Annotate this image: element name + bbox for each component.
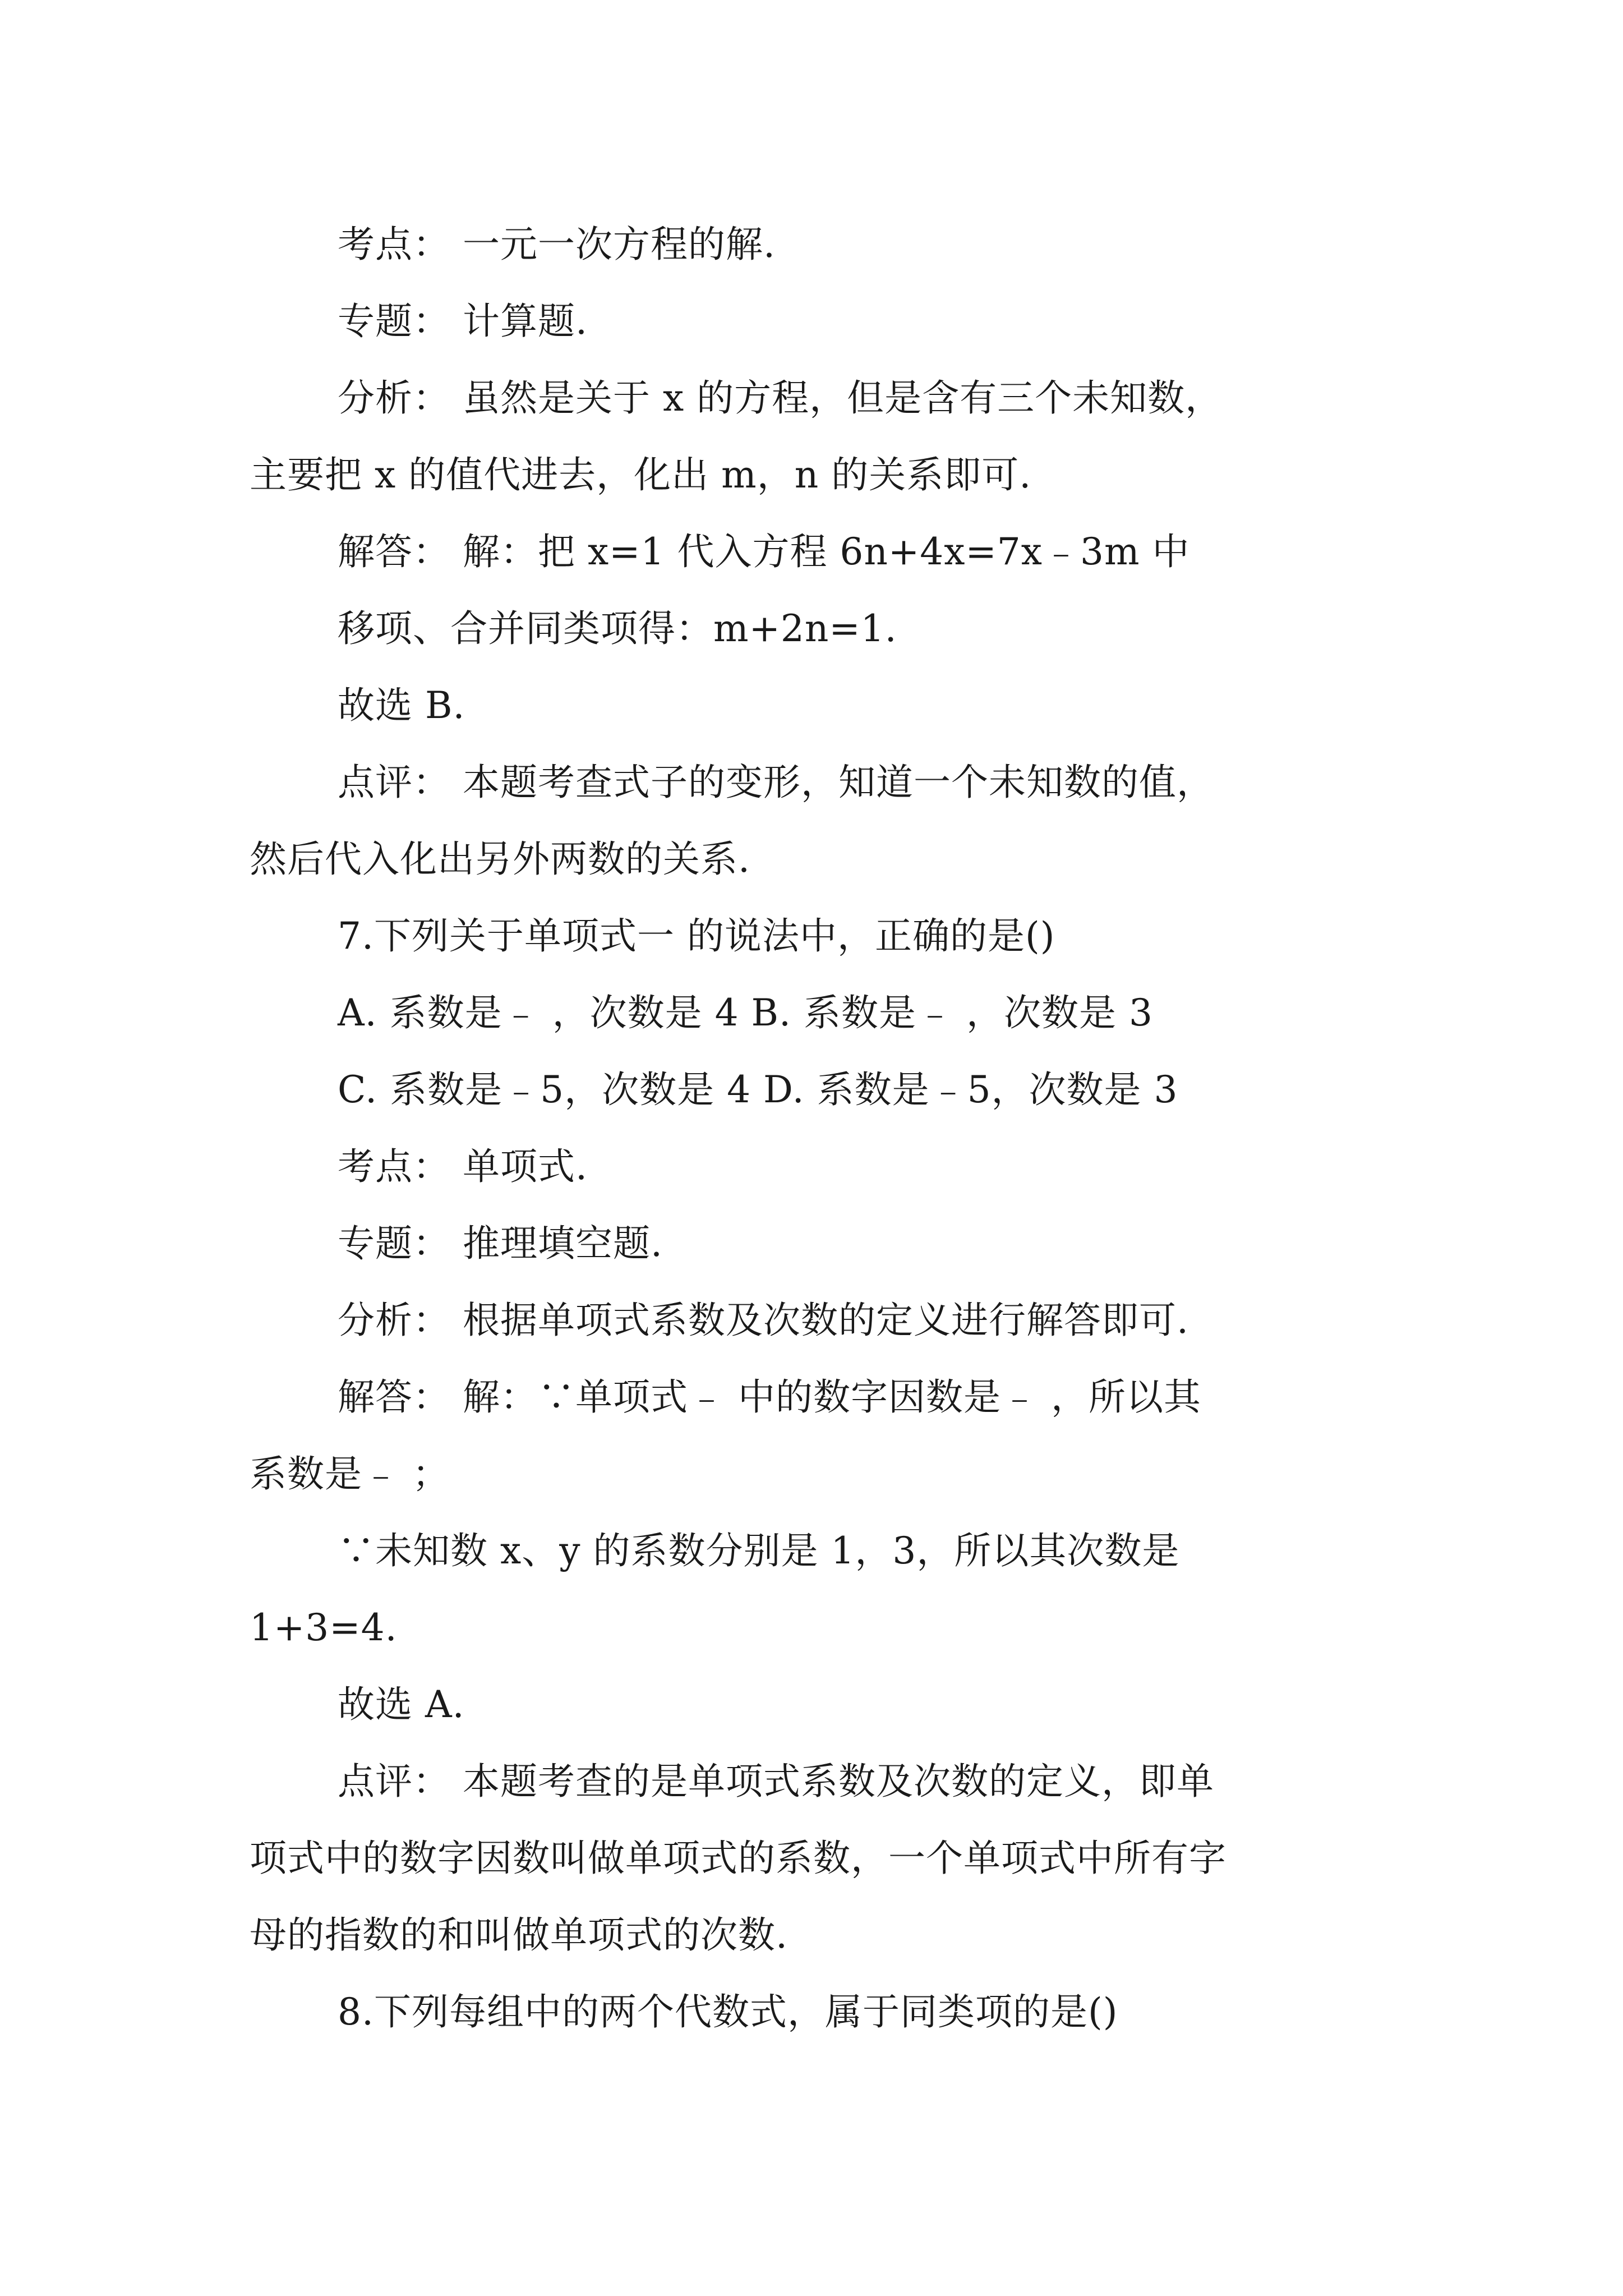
jieda-step-q7: ∵未知数 x、y 的系数分别是 1，3，所以其次数是 [338, 1529, 1180, 1572]
fenxi-line-q6: 分析： 虽然是关于 x 的方程，但是含有三个未知数， [338, 376, 1223, 420]
jieda-line-q6: 解答： 解：把 x=1 代入方程 6n+4x=7x﹣3m 中 [338, 530, 1190, 573]
kaodian-line-q7: 考点： 单项式. [338, 1145, 588, 1188]
options-ab-q7: A. 系数是﹣ ，次数是 4 B. 系数是﹣ ，次数是 3 [338, 991, 1153, 1034]
jieda-step-q6: 移项、合并同类项得：m+2n=1. [338, 607, 897, 650]
question-8: 8.下列每组中的两个代数式，属于同类项的是() [338, 1990, 1118, 2033]
answer-choice-q7: 故选 A. [338, 1683, 465, 1726]
kaodian-line-q6: 考点： 一元一次方程的解. [338, 223, 776, 266]
options-cd-q7: C. 系数是﹣5，次数是 4 D. 系数是﹣5，次数是 3 [338, 1068, 1178, 1111]
zhuanti-line-q6: 专题： 计算题. [338, 300, 588, 343]
dianping-line-q7: 点评： 本题考查的是单项式系数及次数的定义，即单 [338, 1760, 1214, 1803]
zhuanti-line-q7: 专题： 推理填空题. [338, 1222, 663, 1265]
dianping-continuation-1-q7: 项式中的数字因数叫做单项式的系数，一个单项式中所有字 [250, 1837, 1227, 1880]
question-7: 7.下列关于单项式一 的说法中，正确的是() [338, 914, 1055, 958]
dianping-continuation-2-q7: 母的指数的和叫做单项式的次数. [250, 1913, 788, 1957]
jieda-line-q7: 解答： 解：∵单项式﹣ 中的数字因数是﹣ ，所以其 [338, 1375, 1201, 1419]
jieda-step-continuation-q7: 1+3=4. [250, 1606, 398, 1649]
jieda-continuation-q7: 系数是﹣ ； [250, 1452, 450, 1496]
dianping-line-q6: 点评： 本题考查式子的变形，知道一个未知数的值， [338, 761, 1214, 804]
answer-choice-q6: 故选 B. [338, 684, 465, 727]
fenxi-line-q7: 分析： 根据单项式系数及次数的定义进行解答即可. [338, 1299, 1189, 1342]
fenxi-continuation-q6: 主要把 x 的值代进去，化出 m，n 的关系即可. [250, 453, 1032, 496]
dianping-continuation-q6: 然后代入化出另外两数的关系. [250, 838, 750, 881]
